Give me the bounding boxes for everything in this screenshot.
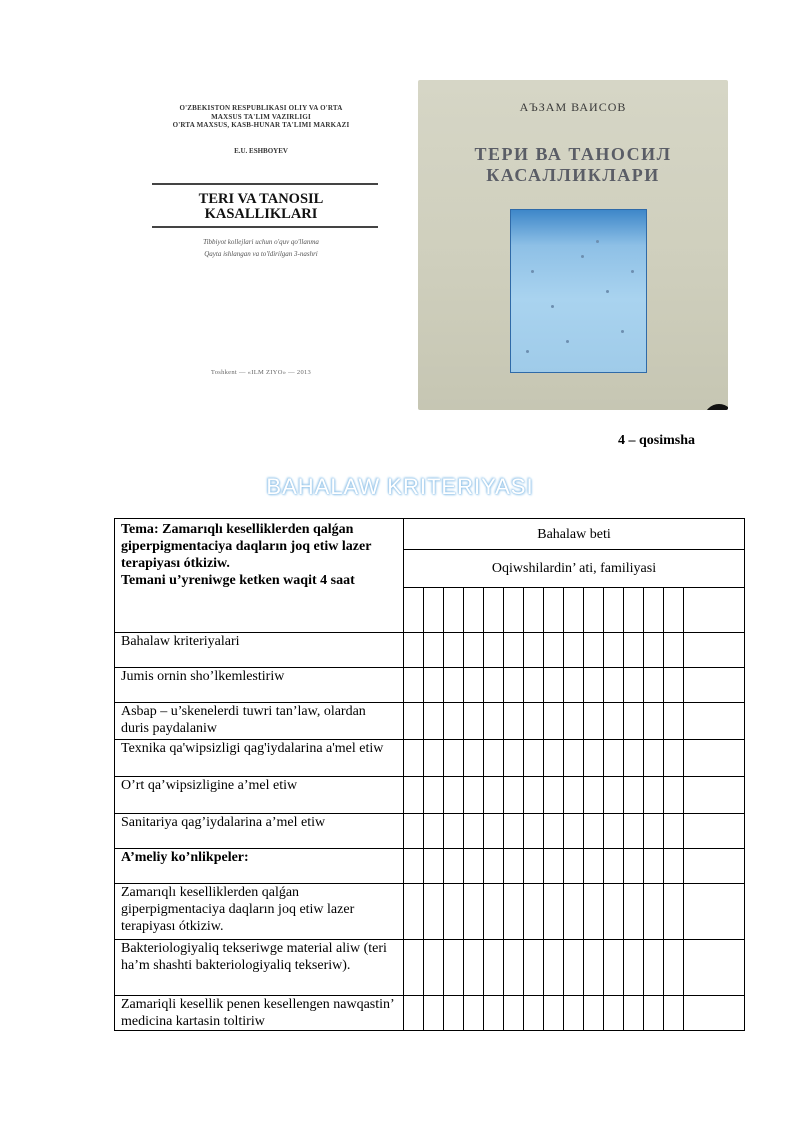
score-cell[interactable] bbox=[624, 884, 644, 940]
score-cell[interactable] bbox=[684, 668, 745, 703]
score-cell[interactable] bbox=[604, 777, 624, 814]
score-cell[interactable] bbox=[604, 740, 624, 777]
cover2-author: АЪЗАМ ВАИСОВ bbox=[519, 100, 627, 114]
cover1-rule-top bbox=[152, 183, 378, 185]
score-cell[interactable] bbox=[604, 633, 624, 668]
score-cell[interactable] bbox=[484, 668, 504, 703]
score-cell[interactable] bbox=[564, 777, 584, 814]
score-cell[interactable] bbox=[404, 814, 424, 849]
score-cell[interactable] bbox=[604, 996, 624, 1031]
score-cell[interactable] bbox=[504, 996, 524, 1031]
cover1-header-line: O'ZBEKISTON RESPUBLIKASI OLIY VA O'RTA bbox=[179, 104, 343, 112]
score-cell[interactable] bbox=[444, 884, 464, 940]
score-cell[interactable] bbox=[524, 996, 544, 1031]
score-cell[interactable] bbox=[504, 668, 524, 703]
cover2-illustration bbox=[510, 209, 647, 373]
score-cell[interactable] bbox=[524, 740, 544, 777]
score-cell[interactable] bbox=[584, 777, 604, 814]
score-cell[interactable] bbox=[464, 777, 484, 814]
score-cell[interactable] bbox=[644, 740, 664, 777]
score-cell[interactable] bbox=[624, 703, 644, 740]
score-cell[interactable] bbox=[444, 849, 464, 884]
student-name-cell[interactable] bbox=[484, 588, 504, 633]
score-cell[interactable] bbox=[624, 849, 644, 884]
student-name-cell[interactable] bbox=[684, 588, 745, 633]
criteria-label: Zamarıqlı keselliklerden qalǵan giperpigmentaciya daqların joq etiw lazer terapiyası ótkiziw. bbox=[115, 884, 404, 940]
score-cell[interactable] bbox=[564, 884, 584, 940]
score-cell[interactable] bbox=[604, 940, 624, 996]
score-cell[interactable] bbox=[504, 777, 524, 814]
criteria-label: A’meliy ko’nlikpeler: bbox=[115, 849, 404, 884]
cover1-subtitle-line: Tibbiyot kollejlari uchun o'quv qo'llanma bbox=[203, 238, 319, 246]
score-cell[interactable] bbox=[404, 633, 424, 668]
score-cell[interactable] bbox=[424, 777, 444, 814]
score-cell[interactable] bbox=[584, 633, 604, 668]
score-cell[interactable] bbox=[664, 777, 684, 814]
score-cell[interactable] bbox=[644, 814, 664, 849]
student-name-cell[interactable] bbox=[524, 588, 544, 633]
score-cell[interactable] bbox=[644, 940, 664, 996]
student-name-cell[interactable] bbox=[464, 588, 484, 633]
score-cell[interactable] bbox=[464, 940, 484, 996]
score-cell[interactable] bbox=[684, 740, 745, 777]
score-cell[interactable] bbox=[424, 740, 444, 777]
score-cell[interactable] bbox=[644, 703, 664, 740]
book-cover-uzbek bbox=[120, 80, 402, 410]
score-cell[interactable] bbox=[404, 703, 424, 740]
cover2-corner-shadow bbox=[704, 404, 728, 410]
score-cell[interactable] bbox=[464, 996, 484, 1031]
score-cell[interactable] bbox=[664, 814, 684, 849]
score-cell[interactable] bbox=[444, 740, 464, 777]
score-cell[interactable] bbox=[484, 849, 504, 884]
criteria-row bbox=[115, 940, 745, 996]
score-cell[interactable] bbox=[604, 849, 624, 884]
student-name-cell[interactable] bbox=[604, 588, 624, 633]
criteria-row bbox=[115, 849, 745, 884]
score-cell[interactable] bbox=[504, 814, 524, 849]
score-cell[interactable] bbox=[544, 814, 564, 849]
score-cell[interactable] bbox=[404, 884, 424, 940]
student-name-cell[interactable] bbox=[404, 588, 424, 633]
score-cell[interactable] bbox=[684, 849, 745, 884]
score-cell[interactable] bbox=[644, 996, 664, 1031]
score-cell[interactable] bbox=[424, 940, 444, 996]
score-cell[interactable] bbox=[484, 740, 504, 777]
score-cell[interactable] bbox=[544, 996, 564, 1031]
score-cell[interactable] bbox=[464, 703, 484, 740]
student-name-cell[interactable] bbox=[644, 588, 664, 633]
cover1-footer: Toshkent — «ILM ZIYO» — 2013 bbox=[210, 369, 312, 376]
score-cell[interactable] bbox=[624, 777, 644, 814]
score-cell[interactable] bbox=[444, 703, 464, 740]
score-cell[interactable] bbox=[504, 849, 524, 884]
score-cell[interactable] bbox=[444, 633, 464, 668]
score-cell[interactable] bbox=[624, 740, 644, 777]
page-title: BAHALAW KRITERIYASI bbox=[266, 474, 534, 499]
score-cell[interactable] bbox=[684, 884, 745, 940]
score-cell[interactable] bbox=[644, 849, 664, 884]
score-cell[interactable] bbox=[624, 814, 644, 849]
score-cell[interactable] bbox=[624, 668, 644, 703]
criteria-row bbox=[115, 740, 745, 777]
score-cell[interactable] bbox=[524, 884, 544, 940]
criteria-label: Asbap – u’skenelerdi tuwri tan’law, olardan duris paydalaniw bbox=[115, 703, 404, 740]
score-cell[interactable] bbox=[504, 740, 524, 777]
criteria-label: Texnika qa'wipsizligi qag'iydalarina a'mel etiw bbox=[115, 740, 404, 777]
score-cell[interactable] bbox=[464, 849, 484, 884]
score-cell[interactable] bbox=[564, 814, 584, 849]
score-cell[interactable] bbox=[484, 633, 504, 668]
score-cell[interactable] bbox=[684, 814, 745, 849]
score-cell[interactable] bbox=[444, 814, 464, 849]
score-cell[interactable] bbox=[584, 814, 604, 849]
score-cell[interactable] bbox=[424, 884, 444, 940]
criteria-row bbox=[115, 996, 745, 1031]
topic-time: Temani u’yreniwge ketken waqit 4 saat bbox=[121, 573, 355, 588]
student-name-cell[interactable] bbox=[544, 588, 564, 633]
student-name-cell[interactable] bbox=[584, 588, 604, 633]
score-cell[interactable] bbox=[444, 940, 464, 996]
criteria-label: O’rt qa’wipsizligine a’mel etiw bbox=[115, 777, 404, 814]
score-cell[interactable] bbox=[544, 633, 564, 668]
cover2-title-line: КАСАЛЛИКЛАРИ bbox=[486, 165, 660, 185]
evaluation-header: Bahalaw beti bbox=[404, 519, 745, 550]
criteria-label: Jumis ornin sho’lkemlestiriw bbox=[115, 668, 404, 703]
score-cell[interactable] bbox=[644, 668, 664, 703]
annex-label: 4 – qosimsha bbox=[618, 433, 696, 448]
score-cell[interactable] bbox=[604, 703, 624, 740]
cover1-header-line: MAXSUS TA'LIM VAZIRLIGI bbox=[211, 112, 311, 121]
score-cell[interactable] bbox=[484, 996, 504, 1031]
score-cell[interactable] bbox=[644, 777, 664, 814]
criteria-row bbox=[115, 668, 745, 703]
score-cell[interactable] bbox=[444, 996, 464, 1031]
score-cell[interactable] bbox=[544, 777, 564, 814]
topic-cell bbox=[115, 519, 404, 633]
score-cell[interactable] bbox=[484, 940, 504, 996]
score-cell[interactable] bbox=[484, 777, 504, 814]
score-cell[interactable] bbox=[404, 777, 424, 814]
student-name-cell[interactable] bbox=[444, 588, 464, 633]
score-cell[interactable] bbox=[424, 849, 444, 884]
cover1-subtitle-line: Qayta ishlangan va to'ldirilgan 3-nashri bbox=[204, 250, 318, 258]
criteria-label: Sanitariya qag’iydalarina a’mel etiw bbox=[115, 814, 404, 849]
score-cell[interactable] bbox=[564, 668, 584, 703]
score-cell[interactable] bbox=[664, 849, 684, 884]
score-cell[interactable] bbox=[504, 703, 524, 740]
score-cell[interactable] bbox=[664, 996, 684, 1031]
student-name-cell[interactable] bbox=[424, 588, 444, 633]
students-header: Oqiwshilardin’ ati, familiyasi bbox=[404, 550, 745, 588]
score-cell[interactable] bbox=[664, 703, 684, 740]
student-name-cell[interactable] bbox=[564, 588, 584, 633]
criteria-row bbox=[115, 777, 745, 814]
score-cell[interactable] bbox=[564, 633, 584, 668]
score-cell[interactable] bbox=[444, 668, 464, 703]
score-cell[interactable] bbox=[584, 996, 604, 1031]
score-cell[interactable] bbox=[524, 849, 544, 884]
score-cell[interactable] bbox=[424, 633, 444, 668]
score-cell[interactable] bbox=[524, 777, 544, 814]
score-cell[interactable] bbox=[504, 884, 524, 940]
score-cell[interactable] bbox=[484, 814, 504, 849]
score-cell[interactable] bbox=[564, 740, 584, 777]
criteria-label: Bahalaw kriteriyalari bbox=[115, 633, 404, 668]
score-cell[interactable] bbox=[584, 740, 604, 777]
score-cell[interactable] bbox=[504, 940, 524, 996]
score-cell[interactable] bbox=[564, 940, 584, 996]
score-cell[interactable] bbox=[424, 814, 444, 849]
cover1-title-line: KASALLIKLARI bbox=[204, 206, 318, 222]
score-cell[interactable] bbox=[464, 633, 484, 668]
score-cell[interactable] bbox=[504, 633, 524, 668]
score-cell[interactable] bbox=[604, 814, 624, 849]
score-cell[interactable] bbox=[564, 849, 584, 884]
cover1-title bbox=[120, 192, 402, 222]
score-cell[interactable] bbox=[564, 996, 584, 1031]
score-cell[interactable] bbox=[544, 703, 564, 740]
topic-text: : Zamarıqlı keselliklerden qalǵan giperpigmentaciya daqların joq etiw lazer terapiyası ótkiziw. bbox=[121, 522, 372, 571]
score-cell[interactable] bbox=[664, 740, 684, 777]
score-cell[interactable] bbox=[424, 996, 444, 1031]
score-cell[interactable] bbox=[524, 703, 544, 740]
score-cell[interactable] bbox=[624, 996, 644, 1031]
score-cell[interactable] bbox=[604, 884, 624, 940]
cover2-title bbox=[418, 144, 728, 186]
score-cell[interactable] bbox=[484, 703, 504, 740]
score-cell[interactable] bbox=[584, 884, 604, 940]
score-cell[interactable] bbox=[404, 849, 424, 884]
cover1-header bbox=[120, 104, 402, 130]
score-cell[interactable] bbox=[524, 633, 544, 668]
cover1-title-line: TERI VA TANOSIL bbox=[198, 191, 324, 207]
score-cell[interactable] bbox=[584, 668, 604, 703]
score-cell[interactable] bbox=[484, 884, 504, 940]
criteria-row bbox=[115, 633, 745, 668]
criteria-label: Zamariqli kesellik penen kesellengen nawqastin’ medicina kartasin toltiriw bbox=[115, 996, 404, 1031]
score-cell[interactable] bbox=[464, 884, 484, 940]
score-cell[interactable] bbox=[664, 940, 684, 996]
score-cell[interactable] bbox=[404, 996, 424, 1031]
student-name-cell[interactable] bbox=[664, 588, 684, 633]
student-name-cell[interactable] bbox=[504, 588, 524, 633]
student-name-cell[interactable] bbox=[624, 588, 644, 633]
score-cell[interactable] bbox=[464, 740, 484, 777]
score-cell[interactable] bbox=[424, 703, 444, 740]
criteria-table bbox=[114, 518, 745, 1031]
score-cell[interactable] bbox=[664, 633, 684, 668]
score-cell[interactable] bbox=[684, 940, 745, 996]
cover2-title-line: ТЕРИ ВА ТАНОСИЛ bbox=[474, 144, 672, 164]
score-cell[interactable] bbox=[524, 940, 544, 996]
score-cell[interactable] bbox=[544, 849, 564, 884]
score-cell[interactable] bbox=[664, 884, 684, 940]
book-cover-cyrillic bbox=[418, 80, 728, 410]
score-cell[interactable] bbox=[544, 940, 564, 996]
score-cell[interactable] bbox=[544, 668, 564, 703]
score-cell[interactable] bbox=[544, 740, 564, 777]
cover1-header-line: O'RTA MAXSUS, KASB-HUNAR TA'LIMI MARKAZI bbox=[172, 121, 350, 129]
topic-prefix: Tema bbox=[121, 522, 154, 537]
score-cell[interactable] bbox=[684, 703, 745, 740]
score-cell[interactable] bbox=[624, 633, 644, 668]
score-cell[interactable] bbox=[644, 633, 664, 668]
score-cell[interactable] bbox=[684, 777, 745, 814]
score-cell[interactable] bbox=[444, 777, 464, 814]
score-cell[interactable] bbox=[584, 849, 604, 884]
score-cell[interactable] bbox=[644, 884, 664, 940]
criteria-row bbox=[115, 703, 745, 740]
score-cell[interactable] bbox=[564, 703, 584, 740]
score-cell[interactable] bbox=[684, 633, 745, 668]
score-cell[interactable] bbox=[524, 668, 544, 703]
criteria-row bbox=[115, 884, 745, 940]
score-cell[interactable] bbox=[424, 668, 444, 703]
score-cell[interactable] bbox=[524, 814, 544, 849]
score-cell[interactable] bbox=[584, 703, 604, 740]
score-cell[interactable] bbox=[404, 668, 424, 703]
score-cell[interactable] bbox=[584, 940, 604, 996]
cover1-author: E.U. ESHBOYEV bbox=[234, 147, 288, 155]
score-cell[interactable] bbox=[624, 940, 644, 996]
cover1-rule-bottom bbox=[152, 226, 378, 228]
score-cell[interactable] bbox=[604, 668, 624, 703]
score-cell[interactable] bbox=[464, 814, 484, 849]
cover1-subtitle bbox=[120, 236, 402, 260]
score-cell[interactable] bbox=[664, 668, 684, 703]
criteria-row bbox=[115, 814, 745, 849]
score-cell[interactable] bbox=[404, 940, 424, 996]
score-cell[interactable] bbox=[404, 740, 424, 777]
score-cell[interactable] bbox=[684, 996, 745, 1031]
score-cell[interactable] bbox=[464, 668, 484, 703]
score-cell[interactable] bbox=[544, 884, 564, 940]
criteria-label: Bakteriologiyaliq tekseriwge material aliw (teri ha’m shashti bakteriologiyaliq tekseriw). bbox=[115, 940, 404, 996]
